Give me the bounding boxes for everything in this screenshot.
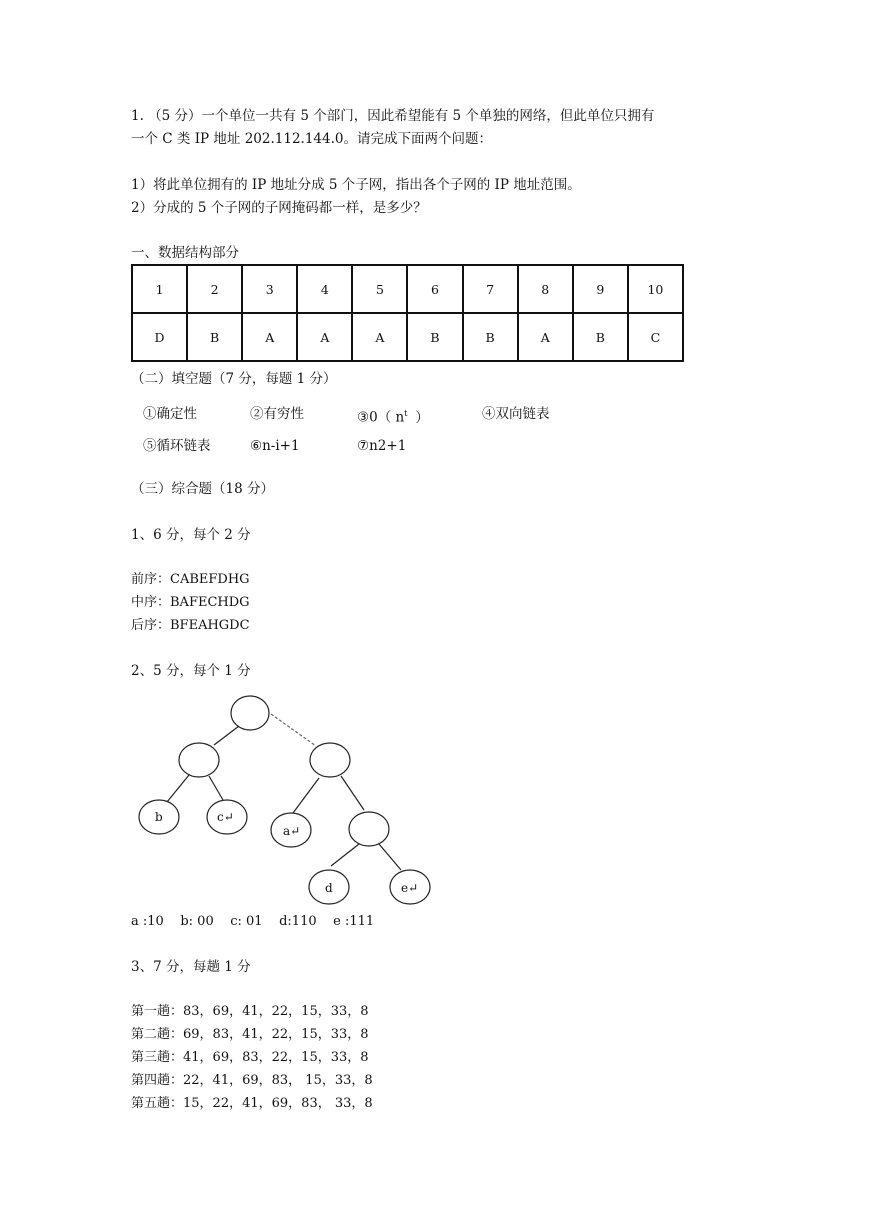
q1-title: 1、6 分，每个 2 分 (131, 527, 251, 543)
sort-pass-3: 第三趟：41，69，83，22，15，33，8 (131, 1050, 369, 1065)
sort-pass-4: 第四趟：22，41，69，83， 15，33，8 (131, 1073, 373, 1088)
question-line-1: 1. （5 分）一个单位一共有 5 个部门，因此希望能有 5 个单独的网络，但此单位只拥有 (131, 108, 655, 124)
fill-item-3-text: ③0（ n (357, 409, 405, 426)
table-cell: 10 (628, 265, 683, 313)
table-header-row (132, 265, 683, 313)
section2-title: （二）填空题（7 分，每题 1 分） (131, 371, 337, 387)
fill-item-3-close: ） (415, 409, 429, 426)
question-sub-2: 2）分成的 5 个子网的子网掩码都一样，是多少？ (131, 200, 427, 216)
table-cell: A (242, 313, 297, 361)
table-cell: 5 (352, 265, 407, 313)
q3-title: 3、7 分，每趟 1 分 (131, 959, 251, 975)
tree-edge (167, 775, 189, 802)
table-cell: B (187, 313, 242, 361)
tree-edge (331, 844, 359, 866)
table-cell: 8 (518, 265, 573, 313)
table-cell: 7 (463, 265, 518, 313)
fill-item-6: ⑥n-i+1 (250, 438, 300, 454)
sort-pass-1: 第一趟：83，69，41，22，15，33，8 (131, 1004, 369, 1019)
table-cell: D (132, 313, 187, 361)
table-cell: 4 (297, 265, 352, 313)
tree-edge (341, 776, 364, 810)
inorder-line: 中序：BAFECHDG (131, 595, 250, 610)
tree-label-c: c↵ (217, 810, 234, 824)
table-cell: 1 (132, 265, 187, 313)
tree-label-d: d (325, 881, 333, 895)
tree-node-internal (179, 743, 219, 777)
table-cell: B (573, 313, 628, 361)
tree-node-internal (349, 812, 389, 846)
tree-edge (271, 714, 316, 746)
table-cell: 9 (573, 265, 628, 313)
answer-table (131, 264, 684, 362)
tree-label-b: b (155, 810, 163, 824)
question-sub-1: 1）将此单位拥有的 IP 地址分成 5 个子网，指出各个子网的 IP 地址范围。 (131, 177, 581, 193)
fill-item-4: ④双向链表 (482, 406, 550, 422)
tree-label-a: a↵ (283, 824, 301, 838)
table-answer-row (132, 313, 683, 361)
huffman-codes: a :10 b: 00 c: 01 d:110 e :111 (131, 914, 375, 929)
fill-item-1: ①确定性 (143, 406, 197, 422)
tree-edge (379, 844, 401, 870)
section1-title: 一、数据结构部分 (131, 245, 239, 261)
tree-edge (293, 778, 319, 813)
sort-pass-5: 第五趟：15，22，41，69，83， 33，8 (131, 1096, 373, 1111)
question-line-2: 一个 C 类 IP 地址 202.112.144.0。请完成下面两个问题： (131, 131, 492, 147)
table-cell: 6 (407, 265, 462, 313)
tree-edge (214, 726, 239, 745)
q2-title: 2、5 分，每个 1 分 (131, 663, 251, 679)
fill-item-2: ②有穷性 (250, 406, 304, 422)
fill-item-7: ⑦n2+1 (357, 438, 407, 454)
tree-node-root (231, 696, 269, 730)
table-cell: A (518, 313, 573, 361)
huffman-tree-diagram (131, 690, 441, 908)
table-cell: 2 (187, 265, 242, 313)
table-cell: C (628, 313, 683, 361)
fill-item-3-sup: t (404, 409, 408, 418)
table-cell: B (463, 313, 518, 361)
table-cell: 3 (242, 265, 297, 313)
table-cell: A (297, 313, 352, 361)
table-cell: B (407, 313, 462, 361)
sort-pass-2: 第二趟：69，83，41，22，15，33，8 (131, 1027, 369, 1042)
tree-node-internal (310, 743, 350, 777)
section3-title: （三）综合题（18 分） (131, 481, 274, 497)
fill-item-3 (357, 406, 429, 426)
tree-label-e: e↵ (401, 881, 419, 895)
tree-edge (209, 776, 223, 800)
postorder-line: 后序：BFEAHGDC (131, 618, 250, 633)
fill-item-5: ⑤循环链表 (143, 438, 211, 454)
table-cell: A (352, 313, 407, 361)
preorder-line: 前序：CABEFDHG (131, 572, 250, 587)
